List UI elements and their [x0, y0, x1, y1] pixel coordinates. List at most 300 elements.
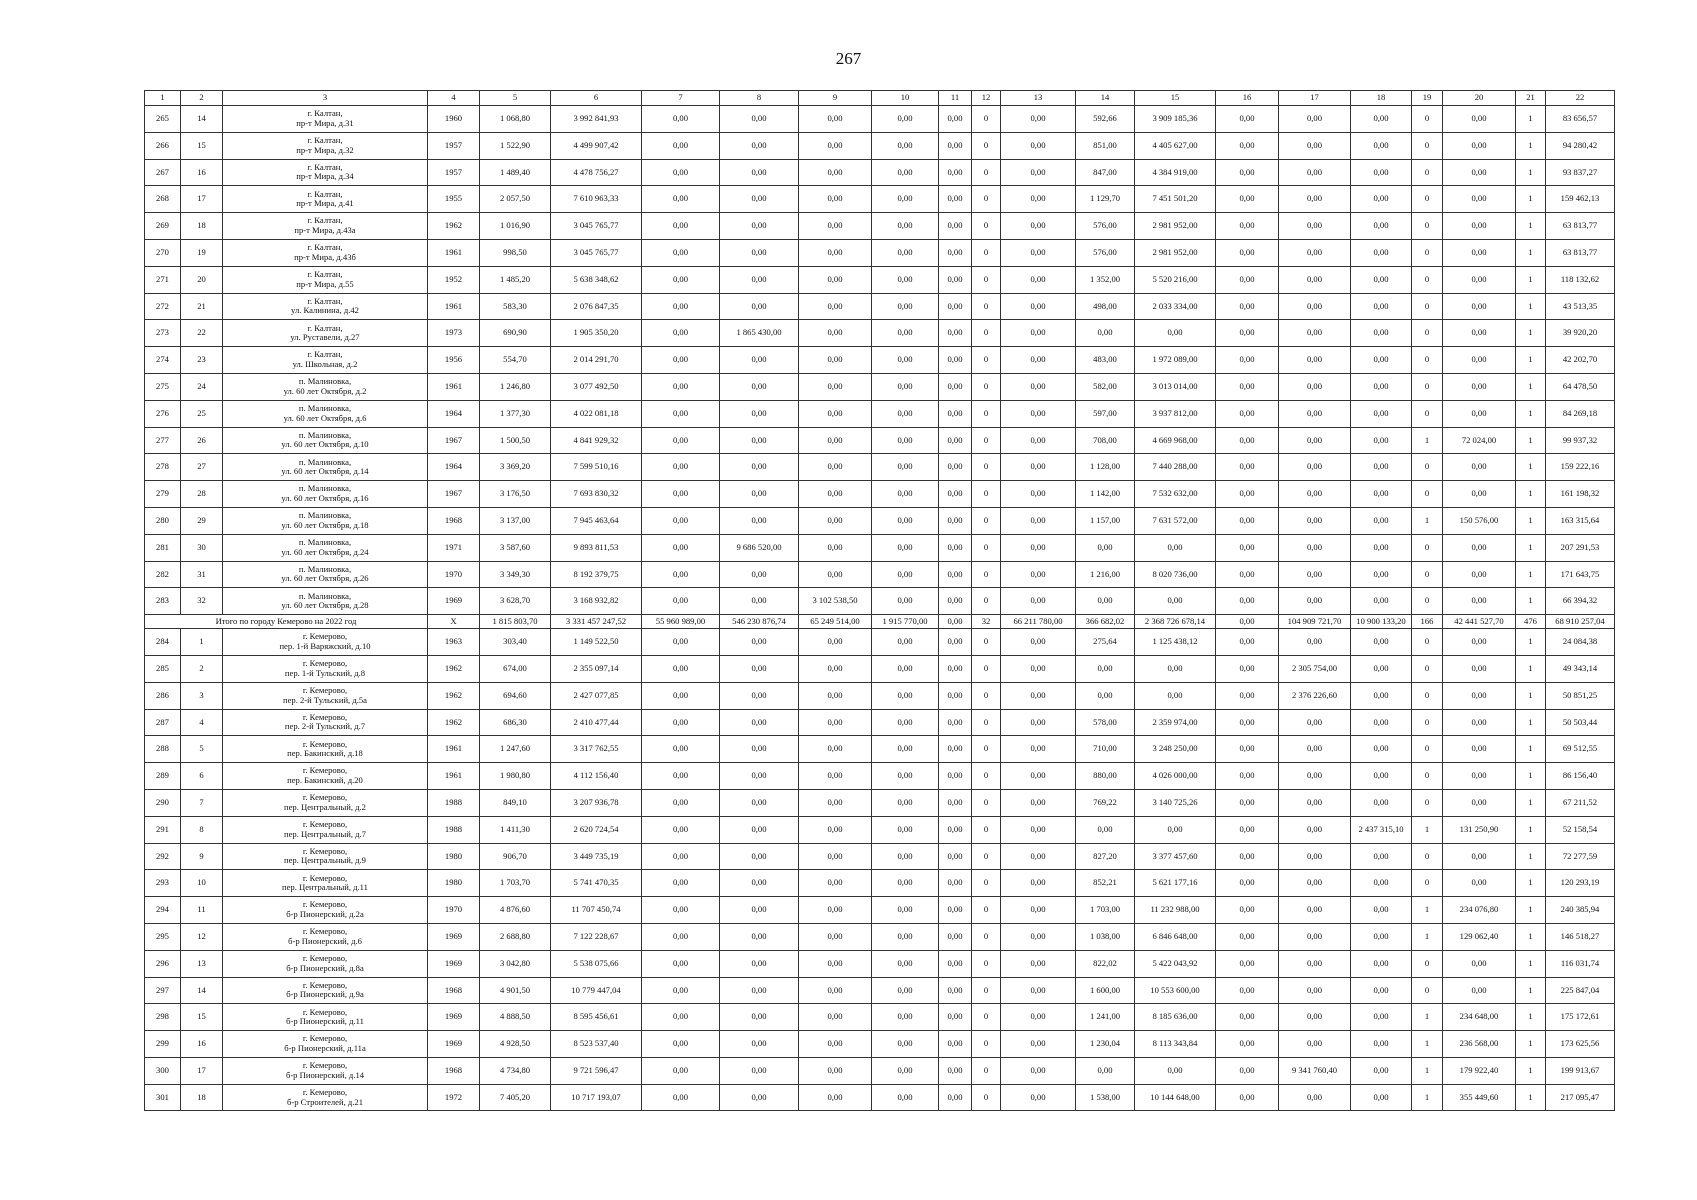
- cell-col-12: 0: [972, 266, 1001, 293]
- address-settlement: г. Калтан,: [307, 135, 343, 146]
- table-row: [145, 132, 1615, 159]
- cell-col-13: 0,00: [1001, 709, 1076, 736]
- cell-col-14: 576,00: [1076, 239, 1135, 266]
- address-cell: [223, 682, 428, 709]
- cell-col-6: 4 022 081,18: [551, 400, 642, 427]
- cell-col-5: 583,30: [480, 293, 551, 320]
- cell-col-10: 0,00: [872, 400, 939, 427]
- address-settlement: г. Кемерово,: [302, 738, 348, 749]
- cell-col-22: 99 937,32: [1546, 427, 1615, 454]
- address-street: пер. 2-й Тульский, д.7: [284, 721, 366, 732]
- cell-col-9: 0,00: [799, 213, 872, 240]
- cell-col-11: 0,00: [939, 588, 972, 615]
- cell-col-22: 72 277,59: [1546, 843, 1615, 870]
- cell-col-11: 0,00: [939, 373, 972, 400]
- cell-col-6: 4 841 929,32: [551, 427, 642, 454]
- cell-col-13: 0,00: [1001, 239, 1076, 266]
- cell-col-20: 0,00: [1443, 106, 1516, 133]
- cell-col-17: 0,00: [1279, 843, 1351, 870]
- column-number-12: 12: [972, 91, 1001, 106]
- cell-col-21: 1: [1516, 213, 1546, 240]
- cell-col-17: 0,00: [1279, 950, 1351, 977]
- cell-col-15: 2 359 974,00: [1135, 709, 1216, 736]
- cell-col-5: 998,50: [480, 239, 551, 266]
- address-cell: [223, 159, 428, 186]
- cell-col-20: 131 250,90: [1443, 816, 1516, 843]
- housing-register-table: [144, 90, 1615, 1111]
- cell-col-15: 5 422 043,92: [1135, 950, 1216, 977]
- cell-col-18: 0,00: [1351, 870, 1412, 897]
- cell-col-12: 0: [972, 682, 1001, 709]
- cell-col-11: 0,00: [939, 843, 972, 870]
- address-settlement: г. Кемерово,: [302, 792, 348, 803]
- cell-col-17: 0,00: [1279, 454, 1351, 481]
- cell-col-21: 1: [1516, 1057, 1546, 1084]
- address-cell: [223, 132, 428, 159]
- cell-col-14: 597,00: [1076, 400, 1135, 427]
- cell-col-19: 1: [1412, 427, 1443, 454]
- cell-col-12: 0: [972, 870, 1001, 897]
- cell-col-10: 0,00: [872, 373, 939, 400]
- cell-col-11: 0,00: [939, 320, 972, 347]
- cell-col-5: 686,30: [480, 709, 551, 736]
- address-cell: [223, 1084, 428, 1111]
- cell-col-15: 5 621 177,16: [1135, 870, 1216, 897]
- cell-col-10: 0,00: [872, 454, 939, 481]
- cell-col-5: 694,60: [480, 682, 551, 709]
- row-number: 289: [145, 763, 181, 790]
- address-settlement: г. Кемерово,: [302, 872, 348, 883]
- cell-col-4: 1963: [428, 629, 480, 656]
- cell-col-7: 0,00: [642, 400, 720, 427]
- address-settlement: г. Кемерово,: [302, 765, 348, 776]
- table-row: [145, 427, 1615, 454]
- column-number-4: 4: [428, 91, 480, 106]
- table-row: [145, 977, 1615, 1004]
- cell-col-15: 0,00: [1135, 816, 1216, 843]
- cell-col-9: 0,00: [799, 950, 872, 977]
- cell-col-19: 1: [1412, 1004, 1443, 1031]
- cell-col-4: 1964: [428, 454, 480, 481]
- cell-col-11: 0,00: [939, 709, 972, 736]
- address-cell: [223, 266, 428, 293]
- group-row-number: 16: [181, 1031, 223, 1058]
- cell-col-15: 0,00: [1135, 1057, 1216, 1084]
- cell-col-8: 0,00: [720, 213, 799, 240]
- cell-col-11: 0,00: [939, 870, 972, 897]
- row-number: 288: [145, 736, 181, 763]
- cell-col-21: 1: [1516, 682, 1546, 709]
- cell-col-7: 0,00: [642, 481, 720, 508]
- cell-col-13: 0,00: [1001, 400, 1076, 427]
- cell-col-21: 1: [1516, 186, 1546, 213]
- cell-col-4: 1980: [428, 843, 480, 870]
- cell-col-6: 3 317 762,55: [551, 736, 642, 763]
- cell-col-10: 0,00: [872, 655, 939, 682]
- cell-col-10: 0,00: [872, 347, 939, 374]
- address-street: б-р Пионерский, д.2а: [286, 909, 364, 919]
- cell-col-12: 0: [972, 789, 1001, 816]
- cell-col-15: 0,00: [1135, 534, 1216, 561]
- cell-col-10: 0,00: [872, 266, 939, 293]
- cell-col-9: 0,00: [799, 427, 872, 454]
- cell-col-14: 275,64: [1076, 629, 1135, 656]
- cell-col-20: 0,00: [1443, 454, 1516, 481]
- cell-col-10: 0,00: [872, 534, 939, 561]
- cell-col-8: 0,00: [720, 159, 799, 186]
- cell-col-18: 0,00: [1351, 186, 1412, 213]
- cell-col-7: 0,00: [642, 1031, 720, 1058]
- table-row: [145, 1057, 1615, 1084]
- cell-col-22: 69 512,55: [1546, 736, 1615, 763]
- cell-col-11: 0,00: [939, 454, 972, 481]
- address-cell: [223, 293, 428, 320]
- address-street: б-р Пионерский, д.11а: [284, 1042, 366, 1053]
- address-settlement: г. Кемерово,: [302, 818, 348, 829]
- cell-col-4: 1969: [428, 950, 480, 977]
- cell-col-10: 0,00: [872, 481, 939, 508]
- cell-col-14: 1 230,04: [1076, 1031, 1135, 1058]
- cell-col-12: 0: [972, 293, 1001, 320]
- cell-col-14: 1 538,00: [1076, 1084, 1135, 1111]
- cell-col-13: 0,00: [1001, 481, 1076, 508]
- cell-col-6: 7 610 963,33: [551, 186, 642, 213]
- cell-col-7: 0,00: [642, 1057, 720, 1084]
- address-settlement: г. Калтан,: [307, 108, 343, 119]
- cell-col-7: 0,00: [642, 682, 720, 709]
- cell-col-16: 0,00: [1216, 763, 1279, 790]
- cell-col-13: 0,00: [1001, 1031, 1076, 1058]
- cell-col-18: 0,00: [1351, 507, 1412, 534]
- table-row: [145, 266, 1615, 293]
- cell-col-13: 0,00: [1001, 789, 1076, 816]
- cell-col-18: 0,00: [1351, 561, 1412, 588]
- table-row: [145, 709, 1615, 736]
- cell-col-9: 0,00: [799, 870, 872, 897]
- cell-col-17: 0,00: [1279, 1004, 1351, 1031]
- cell-col-15: 3 937 812,00: [1135, 400, 1216, 427]
- cell-col-8: 0,00: [720, 843, 799, 870]
- cell-col-7: 0,00: [642, 159, 720, 186]
- row-number: 279: [145, 481, 181, 508]
- cell-col-18: 0,00: [1351, 293, 1412, 320]
- cell-col-22: 94 280,42: [1546, 132, 1615, 159]
- cell-col-6: 2 014 291,70: [551, 347, 642, 374]
- cell-col-9: 0,00: [799, 1004, 872, 1031]
- cell-col-15: 3 248 250,00: [1135, 736, 1216, 763]
- cell-col-21: 1: [1516, 588, 1546, 615]
- cell-col-22: 146 518,27: [1546, 923, 1615, 950]
- cell-col-8: 0,00: [720, 347, 799, 374]
- address-street: ул. 60 лет Октября, д.26: [281, 573, 369, 584]
- cell-col-10: 0,00: [872, 320, 939, 347]
- cell-col-8: 0,00: [720, 897, 799, 924]
- address-cell: [223, 1004, 428, 1031]
- total-col-6: 3 331 457 247,52: [551, 615, 642, 629]
- cell-col-14: 769,22: [1076, 789, 1135, 816]
- cell-col-4: 1960: [428, 106, 480, 133]
- cell-col-14: 582,00: [1076, 373, 1135, 400]
- cell-col-7: 0,00: [642, 186, 720, 213]
- address-street: пер. Центральный, д.11: [282, 882, 368, 893]
- address-cell: [223, 427, 428, 454]
- cell-col-10: 0,00: [872, 1057, 939, 1084]
- cell-col-17: 0,00: [1279, 132, 1351, 159]
- cell-col-19: 0: [1412, 132, 1443, 159]
- cell-col-19: 0: [1412, 213, 1443, 240]
- cell-col-17: 0,00: [1279, 186, 1351, 213]
- address-settlement: г. Кемерово,: [302, 845, 348, 856]
- cell-col-18: 0,00: [1351, 347, 1412, 374]
- cell-col-22: 42 202,70: [1546, 347, 1615, 374]
- cell-col-10: 0,00: [872, 629, 939, 656]
- row-number: 273: [145, 320, 181, 347]
- cell-col-10: 0,00: [872, 816, 939, 843]
- total-col-11: 0,00: [939, 615, 972, 629]
- cell-col-21: 1: [1516, 736, 1546, 763]
- total-col-19: 166: [1412, 615, 1443, 629]
- table-body: [145, 106, 1615, 1111]
- cell-col-6: 1 149 522,50: [551, 629, 642, 656]
- group-row-number: 18: [181, 1084, 223, 1111]
- cell-col-22: 52 158,54: [1546, 816, 1615, 843]
- cell-col-16: 0,00: [1216, 843, 1279, 870]
- cell-col-17: 0,00: [1279, 977, 1351, 1004]
- cell-col-13: 0,00: [1001, 736, 1076, 763]
- cell-col-5: 1 522,90: [480, 132, 551, 159]
- address-cell: [223, 186, 428, 213]
- address-cell: [223, 709, 428, 736]
- group-row-number: 6: [181, 763, 223, 790]
- row-number: 297: [145, 977, 181, 1004]
- cell-col-12: 0: [972, 843, 1001, 870]
- address-cell: [223, 106, 428, 133]
- cell-col-8: 0,00: [720, 1057, 799, 1084]
- table-row: [145, 239, 1615, 266]
- cell-col-14: 1 600,00: [1076, 977, 1135, 1004]
- address-settlement: г. Калтан,: [307, 349, 343, 360]
- cell-col-17: 0,00: [1279, 1031, 1351, 1058]
- cell-col-11: 0,00: [939, 106, 972, 133]
- address-street: пер. 1-й Варяжский, д.10: [279, 641, 371, 652]
- column-number-20: 20: [1443, 91, 1516, 106]
- group-row-number: 15: [181, 132, 223, 159]
- total-col-18: 10 900 133,20: [1351, 615, 1412, 629]
- cell-col-5: 554,70: [480, 347, 551, 374]
- cell-col-4: 1988: [428, 789, 480, 816]
- cell-col-4: 1952: [428, 266, 480, 293]
- cell-col-19: 0: [1412, 347, 1443, 374]
- cell-col-6: 4 478 756,27: [551, 159, 642, 186]
- cell-col-20: 0,00: [1443, 682, 1516, 709]
- cell-col-13: 0,00: [1001, 132, 1076, 159]
- cell-col-12: 0: [972, 186, 1001, 213]
- address-cell: [223, 950, 428, 977]
- cell-col-21: 1: [1516, 159, 1546, 186]
- row-number: 292: [145, 843, 181, 870]
- address-cell: [223, 1057, 428, 1084]
- cell-col-20: 0,00: [1443, 481, 1516, 508]
- cell-col-12: 0: [972, 1084, 1001, 1111]
- cell-col-15: 0,00: [1135, 655, 1216, 682]
- cell-col-22: 225 847,04: [1546, 977, 1615, 1004]
- cell-col-6: 7 945 463,64: [551, 507, 642, 534]
- cell-col-18: 0,00: [1351, 629, 1412, 656]
- cell-col-21: 1: [1516, 561, 1546, 588]
- cell-col-20: 0,00: [1443, 373, 1516, 400]
- cell-col-22: 163 315,64: [1546, 507, 1615, 534]
- cell-col-5: 674,00: [480, 655, 551, 682]
- cell-col-9: 3 102 538,50: [799, 588, 872, 615]
- cell-col-21: 1: [1516, 763, 1546, 790]
- cell-col-7: 0,00: [642, 561, 720, 588]
- cell-col-17: 0,00: [1279, 373, 1351, 400]
- cell-col-8: 0,00: [720, 1084, 799, 1111]
- cell-col-17: 2 305 754,00: [1279, 655, 1351, 682]
- cell-col-12: 0: [972, 347, 1001, 374]
- cell-col-6: 1 905 350,20: [551, 320, 642, 347]
- group-row-number: 4: [181, 709, 223, 736]
- cell-col-10: 0,00: [872, 1004, 939, 1031]
- address-settlement: г. Кемерово,: [302, 1006, 348, 1017]
- cell-col-8: 0,00: [720, 266, 799, 293]
- cell-col-22: 161 198,32: [1546, 481, 1615, 508]
- address-cell: [223, 870, 428, 897]
- cell-col-6: 5 638 348,62: [551, 266, 642, 293]
- cell-col-8: 0,00: [720, 588, 799, 615]
- address-cell: [223, 454, 428, 481]
- cell-col-17: 0,00: [1279, 213, 1351, 240]
- cell-col-20: 0,00: [1443, 239, 1516, 266]
- cell-col-15: 7 532 632,00: [1135, 481, 1216, 508]
- cell-col-11: 0,00: [939, 266, 972, 293]
- cell-col-8: 0,00: [720, 561, 799, 588]
- cell-col-16: 0,00: [1216, 1004, 1279, 1031]
- cell-col-12: 0: [972, 816, 1001, 843]
- cell-col-19: 0: [1412, 400, 1443, 427]
- address-settlement: п. Малиновка,: [298, 429, 352, 440]
- cell-col-12: 0: [972, 481, 1001, 508]
- cell-col-9: 0,00: [799, 977, 872, 1004]
- cell-col-17: 0,00: [1279, 709, 1351, 736]
- address-street: пр-т Мира, д.43б: [294, 251, 356, 262]
- cell-col-9: 0,00: [799, 1031, 872, 1058]
- cell-col-16: 0,00: [1216, 736, 1279, 763]
- cell-col-4: 1962: [428, 682, 480, 709]
- cell-col-14: 0,00: [1076, 1057, 1135, 1084]
- address-settlement: г. Кемерово,: [302, 658, 348, 669]
- cell-col-10: 0,00: [872, 213, 939, 240]
- cell-col-9: 0,00: [799, 816, 872, 843]
- address-cell: [223, 373, 428, 400]
- cell-col-7: 0,00: [642, 709, 720, 736]
- cell-col-13: 0,00: [1001, 320, 1076, 347]
- table-row: [145, 897, 1615, 924]
- cell-col-12: 0: [972, 400, 1001, 427]
- cell-col-8: 0,00: [720, 239, 799, 266]
- cell-col-9: 0,00: [799, 1084, 872, 1111]
- cell-col-10: 0,00: [872, 789, 939, 816]
- address-cell: [223, 239, 428, 266]
- cell-col-8: 0,00: [720, 186, 799, 213]
- cell-col-4: 1957: [428, 159, 480, 186]
- cell-col-15: 8 185 636,00: [1135, 1004, 1216, 1031]
- cell-col-19: 0: [1412, 561, 1443, 588]
- cell-col-6: 9 893 811,53: [551, 534, 642, 561]
- cell-col-12: 0: [972, 561, 1001, 588]
- cell-col-7: 0,00: [642, 950, 720, 977]
- cell-col-5: 1 068,80: [480, 106, 551, 133]
- cell-col-15: 10 553 600,00: [1135, 977, 1216, 1004]
- cell-col-22: 175 172,61: [1546, 1004, 1615, 1031]
- cell-col-13: 0,00: [1001, 266, 1076, 293]
- cell-col-12: 0: [972, 159, 1001, 186]
- cell-col-10: 0,00: [872, 239, 939, 266]
- cell-col-11: 0,00: [939, 736, 972, 763]
- cell-col-8: 0,00: [720, 481, 799, 508]
- cell-col-19: 0: [1412, 159, 1443, 186]
- address-street: пер. 1-й Тульский, д.8: [284, 667, 366, 678]
- row-number: 266: [145, 132, 181, 159]
- cell-col-14: 483,00: [1076, 347, 1135, 374]
- cell-col-11: 0,00: [939, 1031, 972, 1058]
- cell-col-22: 199 913,67: [1546, 1057, 1615, 1084]
- column-number-6: 6: [551, 91, 642, 106]
- cell-col-14: 578,00: [1076, 709, 1135, 736]
- cell-col-20: 236 568,00: [1443, 1031, 1516, 1058]
- cell-col-22: 50 503,44: [1546, 709, 1615, 736]
- cell-col-12: 0: [972, 534, 1001, 561]
- cell-col-14: 0,00: [1076, 816, 1135, 843]
- cell-col-22: 84 269,18: [1546, 400, 1615, 427]
- cell-col-10: 0,00: [872, 1084, 939, 1111]
- cell-col-16: 0,00: [1216, 132, 1279, 159]
- address-settlement: г. Калтан,: [307, 242, 343, 253]
- cell-col-16: 0,00: [1216, 816, 1279, 843]
- cell-col-15: 4 669 968,00: [1135, 427, 1216, 454]
- total-col-7: 55 960 989,00: [642, 615, 720, 629]
- cell-col-12: 0: [972, 709, 1001, 736]
- cell-col-14: 1 038,00: [1076, 923, 1135, 950]
- cell-col-6: 10 779 447,04: [551, 977, 642, 1004]
- cell-col-17: 0,00: [1279, 266, 1351, 293]
- cell-col-10: 0,00: [872, 159, 939, 186]
- cell-col-21: 1: [1516, 709, 1546, 736]
- cell-col-4: 1957: [428, 132, 480, 159]
- cell-col-7: 0,00: [642, 588, 720, 615]
- cell-col-22: 86 156,40: [1546, 763, 1615, 790]
- cell-col-10: 0,00: [872, 709, 939, 736]
- cell-col-6: 8 595 456,61: [551, 1004, 642, 1031]
- cell-col-17: 0,00: [1279, 736, 1351, 763]
- table-row: [145, 1084, 1615, 1111]
- cell-col-11: 0,00: [939, 789, 972, 816]
- cell-col-14: 710,00: [1076, 736, 1135, 763]
- cell-col-8: 0,00: [720, 106, 799, 133]
- row-number: 290: [145, 789, 181, 816]
- cell-col-15: 11 232 988,00: [1135, 897, 1216, 924]
- cell-col-16: 0,00: [1216, 400, 1279, 427]
- cell-col-21: 1: [1516, 132, 1546, 159]
- address-settlement: г. Калтан,: [307, 269, 343, 280]
- cell-col-18: 0,00: [1351, 320, 1412, 347]
- group-row-number: 10: [181, 870, 223, 897]
- cell-col-14: 0,00: [1076, 588, 1135, 615]
- cell-col-15: 0,00: [1135, 588, 1216, 615]
- cell-col-10: 0,00: [872, 682, 939, 709]
- cell-col-21: 1: [1516, 655, 1546, 682]
- group-row-number: 27: [181, 454, 223, 481]
